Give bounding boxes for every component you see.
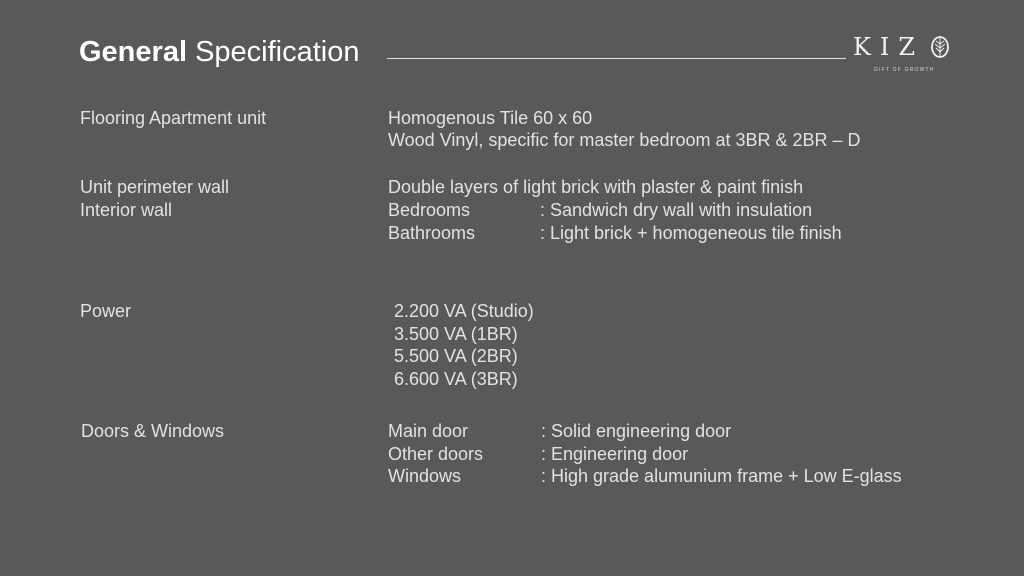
power-value: 6.600 VA (3BR) xyxy=(394,369,518,389)
flooring-label: Flooring Apartment unit xyxy=(80,108,267,128)
interior-wall-label: Interior wall xyxy=(80,200,173,220)
title-rest: Specification xyxy=(195,36,360,68)
doors-windows-label: Doors & Windows xyxy=(81,421,225,441)
interior-item-value: : Light brick + homogeneous tile finish xyxy=(540,223,842,243)
door-item-name: Other doors xyxy=(388,444,484,464)
perimeter-wall-label: Unit perimeter wall xyxy=(80,177,230,197)
logo-tagline: GIFT OF GROWTH xyxy=(874,67,935,73)
interior-item-value: : Sandwich dry wall with insulation xyxy=(540,200,813,220)
kizo-logo xyxy=(853,33,953,75)
title-bold: General xyxy=(79,36,187,68)
leaf-icon xyxy=(929,36,951,58)
door-item-value: : Engineering door xyxy=(541,444,689,464)
interior-item-name: Bedrooms xyxy=(388,200,471,220)
power-label: Power xyxy=(80,301,132,321)
window-item-name: Windows xyxy=(388,466,462,486)
door-item-name: Main door xyxy=(388,421,469,441)
power-value: 3.500 VA (1BR) xyxy=(394,324,518,344)
title-rule xyxy=(387,58,846,59)
interior-item-name: Bathrooms xyxy=(388,223,476,243)
power-value: 5.500 VA (2BR) xyxy=(394,346,518,366)
window-item-value: : High grade alumunium frame + Low E-glass xyxy=(541,466,902,486)
door-item-value: : Solid engineering door xyxy=(541,421,732,441)
flooring-value-1: Homogenous Tile 60 x 60 xyxy=(388,108,593,128)
logo-wordmark: KIZ xyxy=(853,33,925,61)
power-value: 2.200 VA (Studio) xyxy=(394,301,534,321)
flooring-value-2: Wood Vinyl, specific for master bedroom at 3BR & 2BR – D xyxy=(388,130,861,150)
page-title xyxy=(79,36,360,69)
perimeter-wall-value: Double layers of light brick with plaster & paint finish xyxy=(388,177,804,197)
